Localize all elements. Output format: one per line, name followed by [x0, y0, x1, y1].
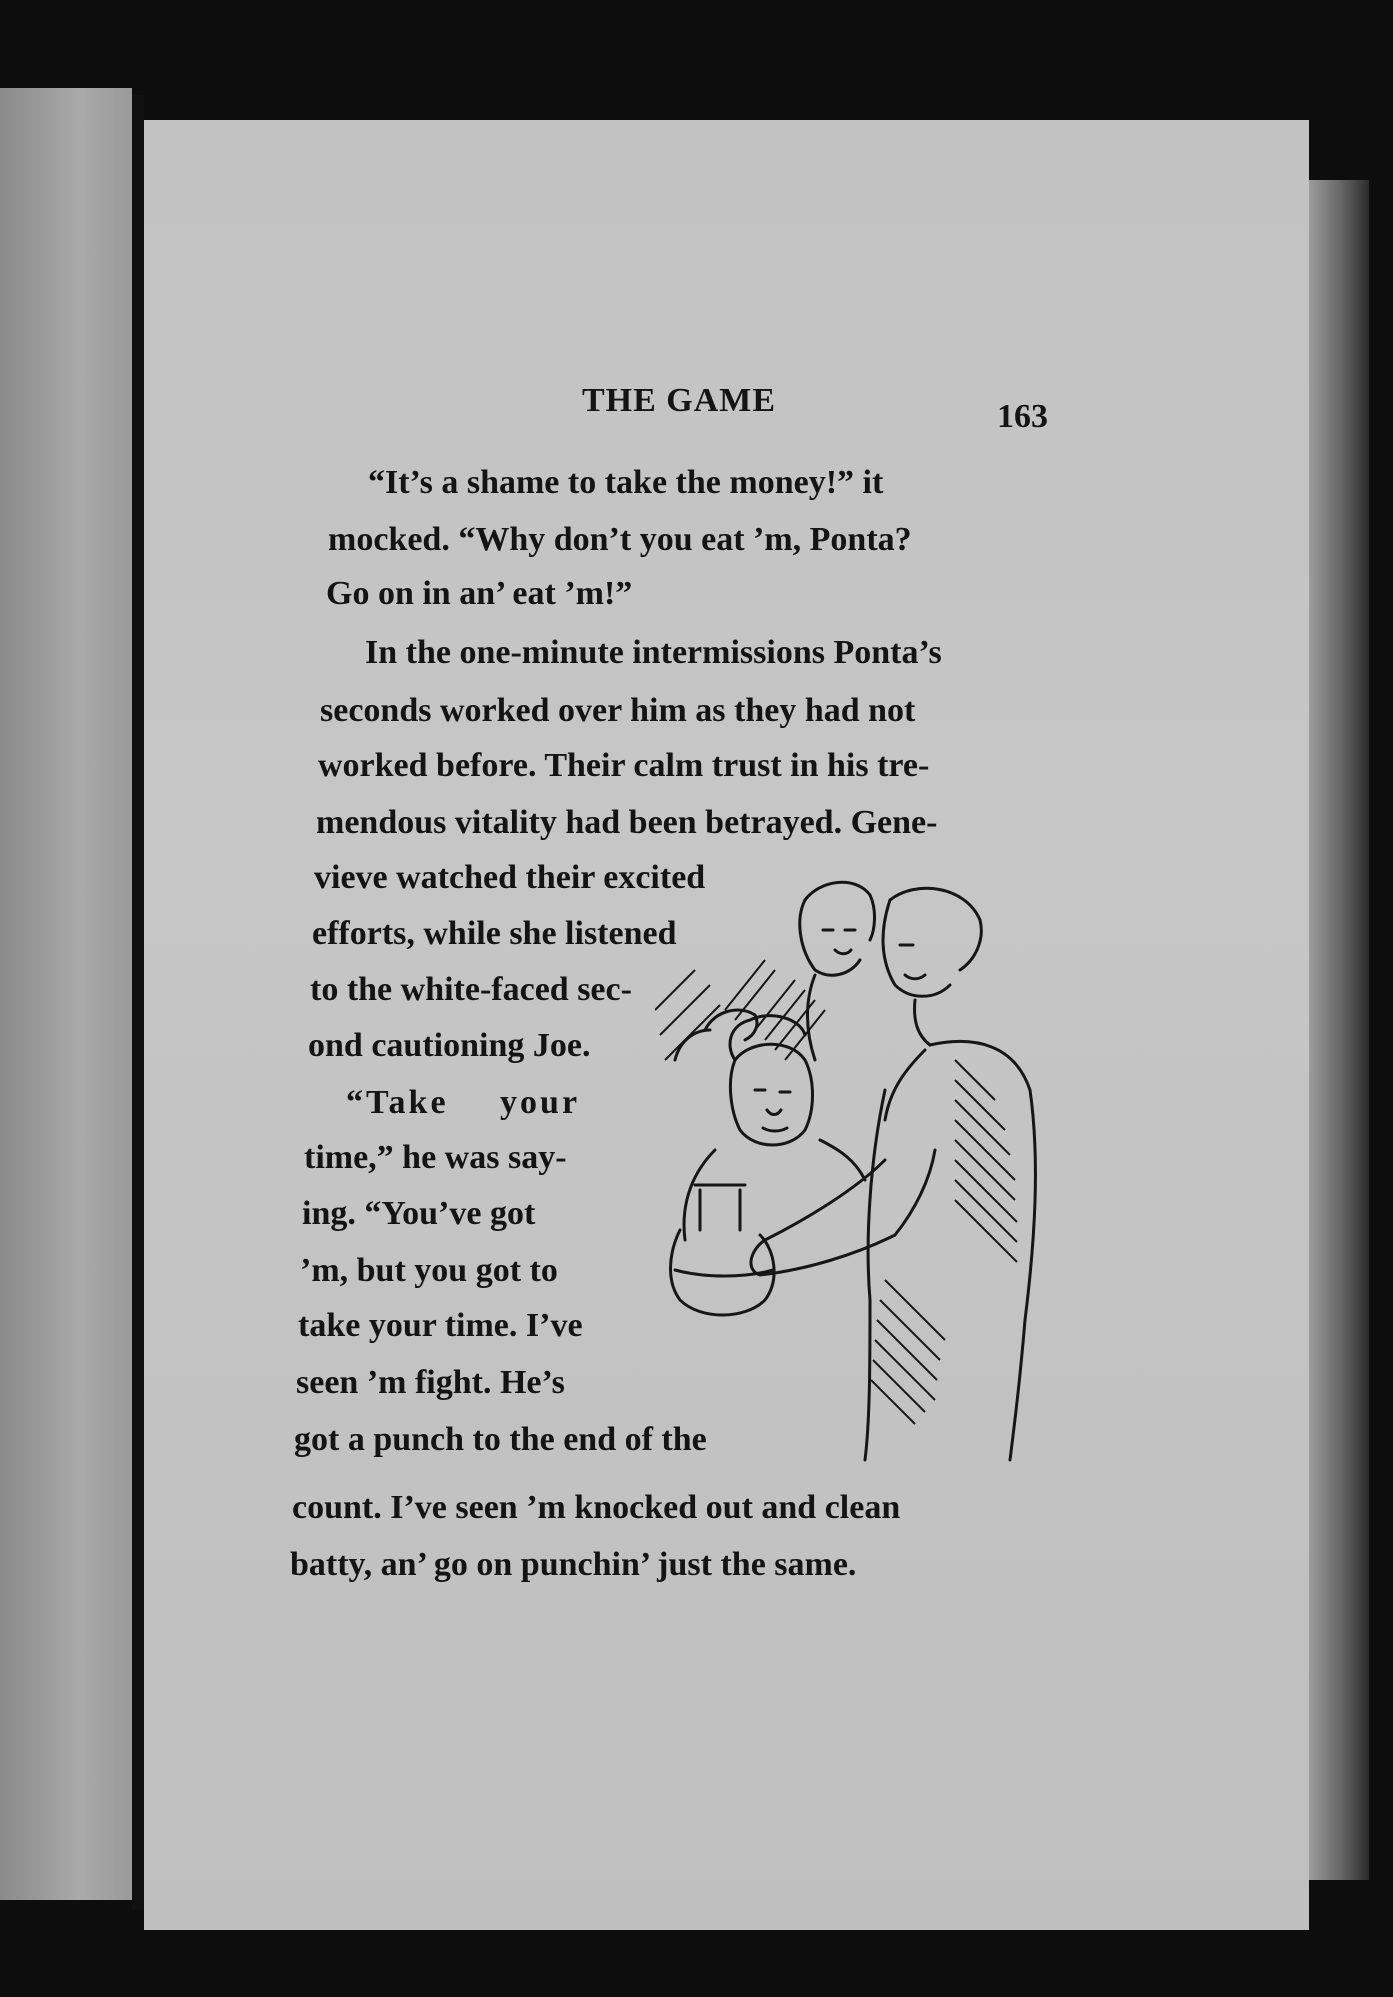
text-line: batty, an’ go on punchin’ just the same. — [290, 1546, 857, 1583]
text-line: efforts, while she listened — [312, 915, 677, 952]
text-line: worked before. Their calm trust in his tre- — [318, 747, 930, 784]
text-line: count. I’ve seen ’m knocked out and clean — [292, 1489, 901, 1526]
text-line: In the one-minute intermissions Ponta’s — [365, 634, 942, 671]
text-line: “Take your — [346, 1084, 581, 1121]
text-line: ’m, but you got to — [300, 1252, 558, 1289]
fighter-corner-illustration — [655, 860, 1060, 1470]
page-number: 163 — [997, 398, 1048, 435]
left-page-edge — [0, 88, 132, 1900]
book-gutter — [132, 95, 144, 1910]
text-line: to the white-faced sec- — [310, 971, 632, 1008]
right-page-edge — [1309, 180, 1369, 1880]
text-line: got a punch to the end of the — [294, 1421, 707, 1458]
text-line: take your time. I’ve — [298, 1307, 583, 1344]
text-line: seen ’m fight. He’s — [296, 1364, 565, 1401]
text-line: seconds worked over him as they had not — [320, 692, 916, 729]
text-line: mocked. “Why don’t you eat ’m, Ponta? — [328, 521, 912, 558]
text-line: mendous vitality had been betrayed. Gene- — [316, 804, 938, 841]
running-head: THE GAME — [582, 382, 777, 419]
text-line: time,” he was say- — [304, 1139, 567, 1176]
text-line: ing. “You’ve got — [302, 1195, 536, 1232]
text-line: ond cautioning Joe. — [308, 1027, 591, 1064]
text-line: vieve watched their excited — [314, 859, 706, 896]
text-line: Go on in an’ eat ’m!” — [326, 575, 633, 612]
text-line: “It’s a shame to take the money!” it — [368, 464, 884, 501]
